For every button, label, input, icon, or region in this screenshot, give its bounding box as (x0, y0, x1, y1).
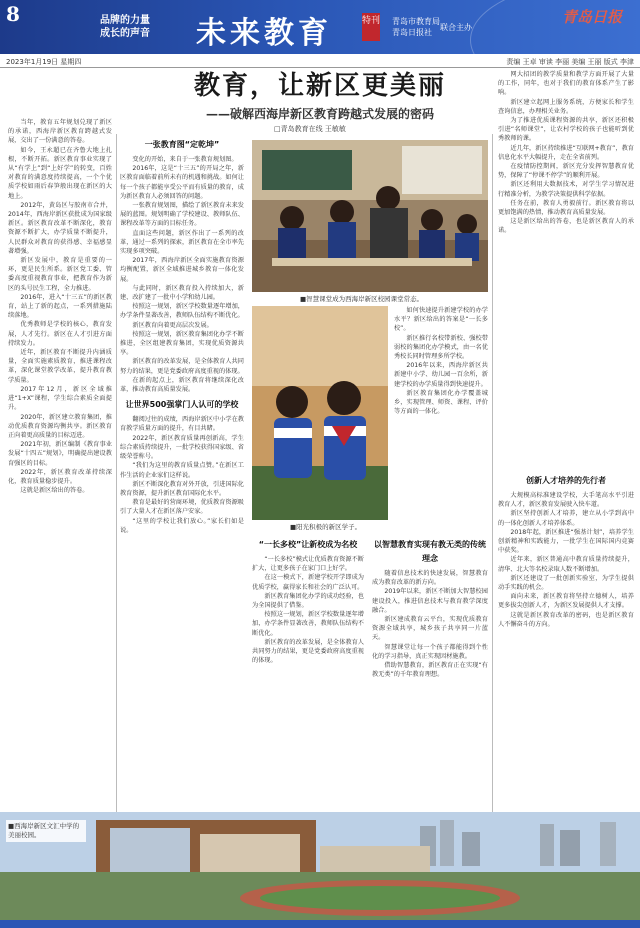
page-number: 8 (6, 2, 20, 26)
paragraph: 如何快速提升新建学校的办学水平？新区给出的答案是“一长多校”。 (394, 307, 488, 333)
masthead-slogan (100, 14, 150, 40)
slogan-line-1: 品牌的力量 (100, 15, 150, 26)
article-byline: □青岛教育在线 王敏敏 (274, 125, 346, 133)
paragraph: 与此同时，新区教育投入持续加大，新建、改扩建了一批中小学和幼儿园。 (120, 284, 244, 302)
paragraph: “这里的学校让我们放心。”家长们如是说。 (120, 517, 244, 534)
paragraph: 2018年起，新区推进“强基计划”，培养学生创新精神和实践能力，一批学生在国际国内竞赛中获奖。 (498, 528, 634, 555)
paragraph: 新区推行名校带新校、强校带弱校的集团化办学模式，由一名优秀校长同时管理多所学校。 (394, 334, 488, 361)
paragraph: 变化的开始，来自于一张教育规划图。 (132, 156, 238, 163)
paragraph: 2022年，新区教育改革持续深化，教育质量稳步提升。 (8, 468, 112, 485)
paragraph: 按照这一规划，新区学校数量逐年增加，办学条件显著改善，教师队伍结构不断优化。 (120, 303, 244, 320)
students-photo (252, 306, 388, 520)
paragraph: 直面这些问题，新区作出了一系列的改革，通过一系列的探索，新区教育在全市率先实现多项突破。 (120, 229, 244, 256)
paragraph: 新区还利用大数据技术，对学生学习情况进行精准分析，为教学决策提供科学依据。 (498, 181, 634, 198)
article-column-7 (498, 470, 634, 820)
host-1: 青岛市教育局 (392, 17, 440, 26)
section-heading: 一张教育图“定乾坤” (144, 140, 220, 149)
paragraph: 近年来，新区普通高中教育质量持续提升，清华、北大等名校录取人数不断增加。 (498, 556, 634, 573)
paragraph: 新区建立起网上服务系统，方便家长和学生查询信息，办理相关业务。 (498, 98, 634, 115)
masthead (0, 0, 640, 54)
slogan-line-2: 成长的声音 (100, 28, 150, 39)
paragraph: 借助智慧教育，新区教育正在实现“有教无类”的千年教育理想。 (372, 662, 488, 679)
students-photo-caption: ■阳光积极的新区学子。 (290, 523, 362, 531)
paragraph: “我们为这里的教育质量点赞。”在新区工作生活的企业家们这样说。 (120, 462, 244, 479)
paragraph: 为了推进优质课程资源的共享，新区还积极引进“名师课堂”，让农村学校的孩子也能听到优秀教师的课。 (498, 117, 634, 143)
article-column-3-top (394, 306, 488, 520)
paragraph: 2019年以来，新区不断加大智慧校园建设投入，推进信息技术与教育教学深度融合。 (372, 588, 488, 614)
paragraph: 近年，新区教育不断提升内涵质量，全面实施素质教育，推进课程改革，深化课堂教学改革，提升教育教学质量。 (8, 349, 112, 384)
paragraph: 在疫情防控期间，新区充分发挥智慧教育优势，保障了“停课不停学”的顺利开展。 (498, 163, 634, 180)
article-column-2 (120, 134, 244, 794)
paragraph: 面向未来，新区教育将坚持立德树人，培养更多拔尖创新人才，为新区发展提供人才支撑。 (498, 593, 634, 610)
paragraph: 大规模高标准建设学校，大手笔高水平引进教育人才，新区教育发展驶入快车道。 (498, 492, 634, 509)
paragraph: 2016年，进入“十三五”的新区教育，站上了新的起点，一系列措施陆续落地。 (8, 293, 112, 320)
paragraph: 2017年，西海岸新区全面实施教育资源均衡配置，新区全域推进城乡教育一体化发展。 (120, 257, 244, 283)
paragraph: 这就是新区教育改革的密码，也是新区教育人不懈奋斗的方向。 (498, 611, 634, 628)
students-photo-illustration (252, 306, 388, 520)
paragraph: 按照这一规划，新区教育集团化办学不断推进，全区组建教育集团，实现优质资源共享。 (120, 330, 244, 357)
co-host-label: 联合主办 (440, 23, 472, 32)
campus-photo-illustration (0, 812, 640, 920)
classroom-photo-caption: ■智慧课堂成为西海岸新区校园课堂常态。 (300, 295, 424, 303)
paragraph: 智慧课堂让每一个孩子都能得到个性化的学习指导，真正实现因材施教。 (372, 643, 488, 660)
campus-photo (0, 812, 640, 920)
section-heading: 以智慧教育实现有教无类的传统理念 (374, 540, 486, 563)
paragraph: 近几年，新区持续推进“互联网+教育”，教育信息化水平大幅提升，走在全省前列。 (498, 144, 634, 161)
paragraph: 新区不断深化教育对外开放，引进国际化教育资源，提升新区教育国际化水平。 (120, 480, 244, 497)
paragraph: 如今，王永超已在齐鲁大地上扎根，不断开拓。新区教育事业实现了从“有学上”到“上好学”的转变，百姓对教育的满意度持续提高，一个个优质学校如雨后春笋般出现在新区的大地上。 (8, 146, 112, 200)
classroom-photo (252, 140, 488, 292)
paragraph: 2016年，这是“十三五”的开局之年，新区教育面临着前所未有的机遇和挑战。如何让每一个孩子都能享受公平而有质量的教育，成为新区教育人必须回答的问题。 (120, 165, 244, 200)
dateline (0, 54, 640, 68)
issue-date: 2023年1月19日 星期四 (6, 58, 82, 66)
section-heading: “一长多校”让新校成为名校 (258, 540, 358, 549)
paragraph: 2020年，新区建立教育集团，推动优质教育资源均衡共享。新区教育正向着更高质量的目标迈进。 (8, 413, 112, 439)
paragraph: 任务在前，教育人勇毅前行。新区教育将以更加饱满的热情，推动教育高质量发展。 (498, 199, 634, 217)
paragraph: 新区坚持创新人才培养，建立从小学到高中的一体化创新人才培养体系。 (498, 510, 634, 527)
paragraph: 优秀教师是学校的核心，教育发展，人才先行。新区在人才引进方面持续发力。 (8, 321, 112, 347)
paragraph: 新区发展中，教育是重要的一环，更是民生所系。新区党工委、管委高度重视教育事业，把教育作为新区的头号民生工程，全力推进。 (8, 257, 112, 292)
section-heading: 让世界500强掌门人认可的学校 (125, 400, 239, 410)
paragraph: 这就是新区给出的答卷。 (20, 487, 89, 495)
page-bottom-bar (0, 920, 640, 928)
article-column-5 (372, 534, 488, 824)
host-2: 青岛日报社 (392, 28, 432, 37)
paragraph: 网大招团的教学质量和教学方面开展了大量的工作，同年，也对于我们的教育体系产生了影响。 (498, 71, 634, 97)
article-headline-block (150, 68, 490, 122)
paragraph: 在新的起点上，新区教育将继续深化改革，推动教育高质量发展。 (120, 376, 244, 394)
paragraph: 2017年12月，新区全域推进“1+X”课程，学生综合素质全面提升。 (8, 385, 112, 412)
newspaper-logo: 青岛日报 (562, 8, 623, 26)
paragraph: 新区教育的改革发展，是全体教育人共同努力的结果，更是党委政府高度重视的体现。 (120, 358, 244, 375)
paragraph: “一长多校”模式让优质教育资源不断扩大，让更多孩子在家门口上好学。 (252, 556, 364, 573)
article-subtitle: ——破解西海岸新区教育跨越式发展的密码 (205, 107, 434, 121)
article-title: 教育，让新区更美丽 (193, 71, 446, 101)
editor-credits: 责编 王卓 审读 李丽 美编 王丽 版式 李津 (506, 58, 634, 66)
paragraph: 按照这一规划，新区学校数量逐年增加，办学条件显著改善，教师队伍结构不断优化。 (252, 611, 364, 637)
paragraph: 在这一模式下，新建学校开学即成为优质学校，赢得家长和社会的广泛认可。 (252, 574, 364, 591)
classroom-photo-illustration (252, 140, 488, 292)
paragraph: 当年，教育五年规划兑现了新区的承诺，西海岸新区教育跨越式发展，交出了一份满意的答卷。 (8, 119, 112, 145)
paragraph: 这是新区给出的答卷，也是新区教育人的承诺。 (498, 218, 634, 235)
column-divider (492, 134, 493, 914)
column-divider (116, 134, 117, 814)
paragraph: 新区教育的改革发展，是全体教育人共同努力的结果，更是党委政府高度重视的体现。 (252, 638, 364, 665)
section-heading: 创新人才培养的先行者 (526, 476, 606, 485)
paragraph: 随着信息技术的快速发展，智慧教育成为教育改革的新方向。 (372, 570, 488, 587)
paragraph: 教育是最好的营商环境，优质教育资源吸引了大量人才在新区落户安家。 (120, 499, 244, 516)
paragraph: 新区还建设了一批创新实验室，为学生提供动手实践的机会。 (498, 574, 634, 592)
paragraph: 新区教育集团化办学的成功经验，也为全国提供了借鉴。 (252, 592, 364, 610)
paragraph: 2012年，黄岛区与胶南市合并，2014年，西海岸新区获批成为国家级新区。新区教育改革不断深化，教育资源不断扩大，办学质量不断提升，人民群众对教育的获得感、幸福感显著增强。 (8, 201, 112, 255)
paragraph: 2016年以来，西海岸新区共新建中小学、幼儿园一百余所，新建学校的办学质量得到快速提升。 (394, 362, 488, 388)
paragraph: 一张教育规划图，描绘了新区教育未来发展的蓝图。规划明确了学校建设、教师队伍、课程改革等方面的目标任务。 (120, 202, 244, 228)
section-title: 未来教育 (196, 16, 332, 51)
paragraph: 2022年，新区教育质量再创新高，学生综合素质持续提升，一批学校获得国家级、省级荣誉称号。 (120, 434, 244, 461)
special-edition-tag: 特刊 (362, 13, 380, 41)
paragraph: 新区教育集团化办学覆盖城乡，实现管理、师资、课程、评价等方面的一体化。 (394, 389, 488, 416)
paragraph: 2021年初，新区编制《教育事业发展“十四五”规划》，明确提出建设教育强区的目标。 (8, 441, 112, 467)
article-column-4 (252, 534, 364, 824)
paragraph: 翻阅过往的成绩，西海岸新区中小学在教育教学质量方面的提升，有目共睹。 (120, 416, 244, 433)
host-organizations (392, 16, 440, 38)
paragraph: 新区建成教育云平台，实现优质教育资源全域共享，城乡孩子共享同一片蓝天。 (372, 616, 488, 642)
article-column-1 (8, 118, 112, 798)
campus-photo-caption: ■西海岸新区文汇中学的美丽校园。 (6, 820, 86, 842)
paragraph: 新区教育向着更高层次发展。 (132, 321, 213, 329)
